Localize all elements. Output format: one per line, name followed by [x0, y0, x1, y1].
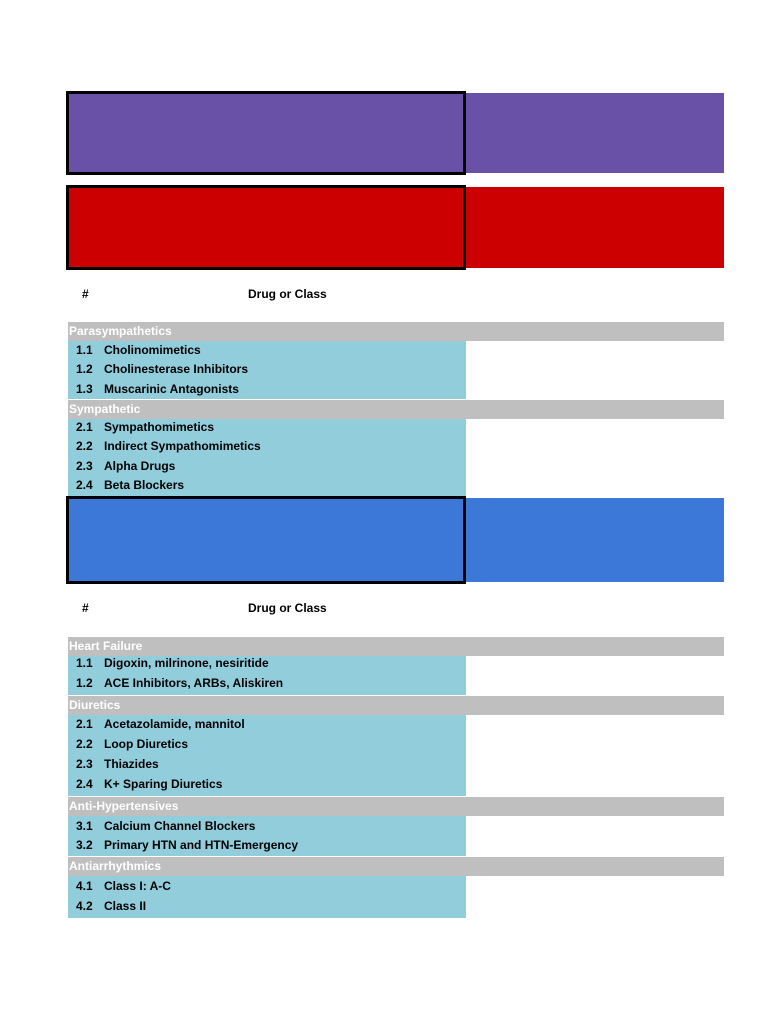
row-number: 1.2	[76, 362, 93, 376]
drug-name: Class I: A-C	[104, 879, 171, 893]
blue-banner-border	[66, 496, 466, 584]
row-number: 4.1	[76, 879, 93, 893]
table2-drug-header: Drug or Class	[248, 601, 327, 615]
row-number: 2.4	[76, 478, 93, 492]
row-number: 4.2	[76, 899, 93, 913]
row-number: 2.1	[76, 717, 93, 731]
drug-name: Alpha Drugs	[104, 459, 176, 473]
section-header-anti-hypertensives: Anti-Hypertensives	[68, 797, 724, 816]
drug-name: Calcium Channel Blockers	[104, 819, 256, 833]
section-body-anti-hypertensives	[68, 816, 466, 856]
drug-name: Acetazolamide, mannitol	[104, 717, 245, 731]
table1-drug-header: Drug or Class	[248, 287, 327, 301]
row-number: 3.2	[76, 838, 93, 852]
section-header-parasympathetics: Parasympathetics	[68, 322, 724, 341]
row-number: 3.1	[76, 819, 93, 833]
drug-name: Class II	[104, 899, 147, 913]
table2-hash-header: #	[82, 601, 89, 615]
purple-banner-border	[66, 91, 466, 175]
drug-name: ACE Inhibitors, ARBs, Aliskiren	[104, 676, 284, 690]
drug-name: Sympathomimetics	[104, 420, 215, 434]
drug-name: Cholinesterase Inhibitors	[104, 362, 249, 376]
row-number: 1.3	[76, 382, 93, 396]
drug-name: Digoxin, milrinone, nesiritide	[104, 656, 269, 670]
drug-name: Beta Blockers	[104, 478, 185, 492]
purple-banner	[68, 93, 724, 173]
row-number: 2.2	[76, 737, 93, 751]
section-body-diuretics	[68, 715, 466, 796]
row-number: 1.2	[76, 676, 93, 690]
section-body-antiarrhythmics	[68, 876, 466, 918]
blue-banner	[68, 498, 724, 582]
drug-name: Thiazides	[104, 757, 159, 771]
row-number: 2.1	[76, 420, 93, 434]
section-body-heart-failure	[68, 656, 466, 695]
row-number: 1.1	[76, 343, 93, 357]
drug-name: Primary HTN and HTN-Emergency	[104, 838, 299, 852]
drug-name: Indirect Sympathomimetics	[104, 439, 261, 453]
drug-name: K+ Sparing Diuretics	[104, 777, 223, 791]
drug-name: Loop Diuretics	[104, 737, 189, 751]
row-number: 2.4	[76, 777, 93, 791]
drug-name: Cholinomimetics	[104, 343, 201, 357]
row-number: 2.2	[76, 439, 93, 453]
row-number: 1.1	[76, 656, 93, 670]
red-banner-border	[66, 185, 466, 270]
row-number: 2.3	[76, 459, 93, 473]
section-body-parasympathetics	[68, 341, 466, 399]
section-body-sympathetic	[68, 419, 466, 496]
table1-hash-header: #	[82, 287, 89, 301]
drug-name: Muscarinic Antagonists	[104, 382, 239, 396]
section-header-heart-failure: Heart Failure	[68, 637, 724, 656]
section-header-diuretics: Diuretics	[68, 696, 724, 715]
section-header-sympathetic: Sympathetic	[68, 400, 724, 419]
row-number: 2.3	[76, 757, 93, 771]
section-header-antiarrhythmics: Antiarrhythmics	[68, 857, 724, 876]
red-banner	[68, 187, 724, 268]
